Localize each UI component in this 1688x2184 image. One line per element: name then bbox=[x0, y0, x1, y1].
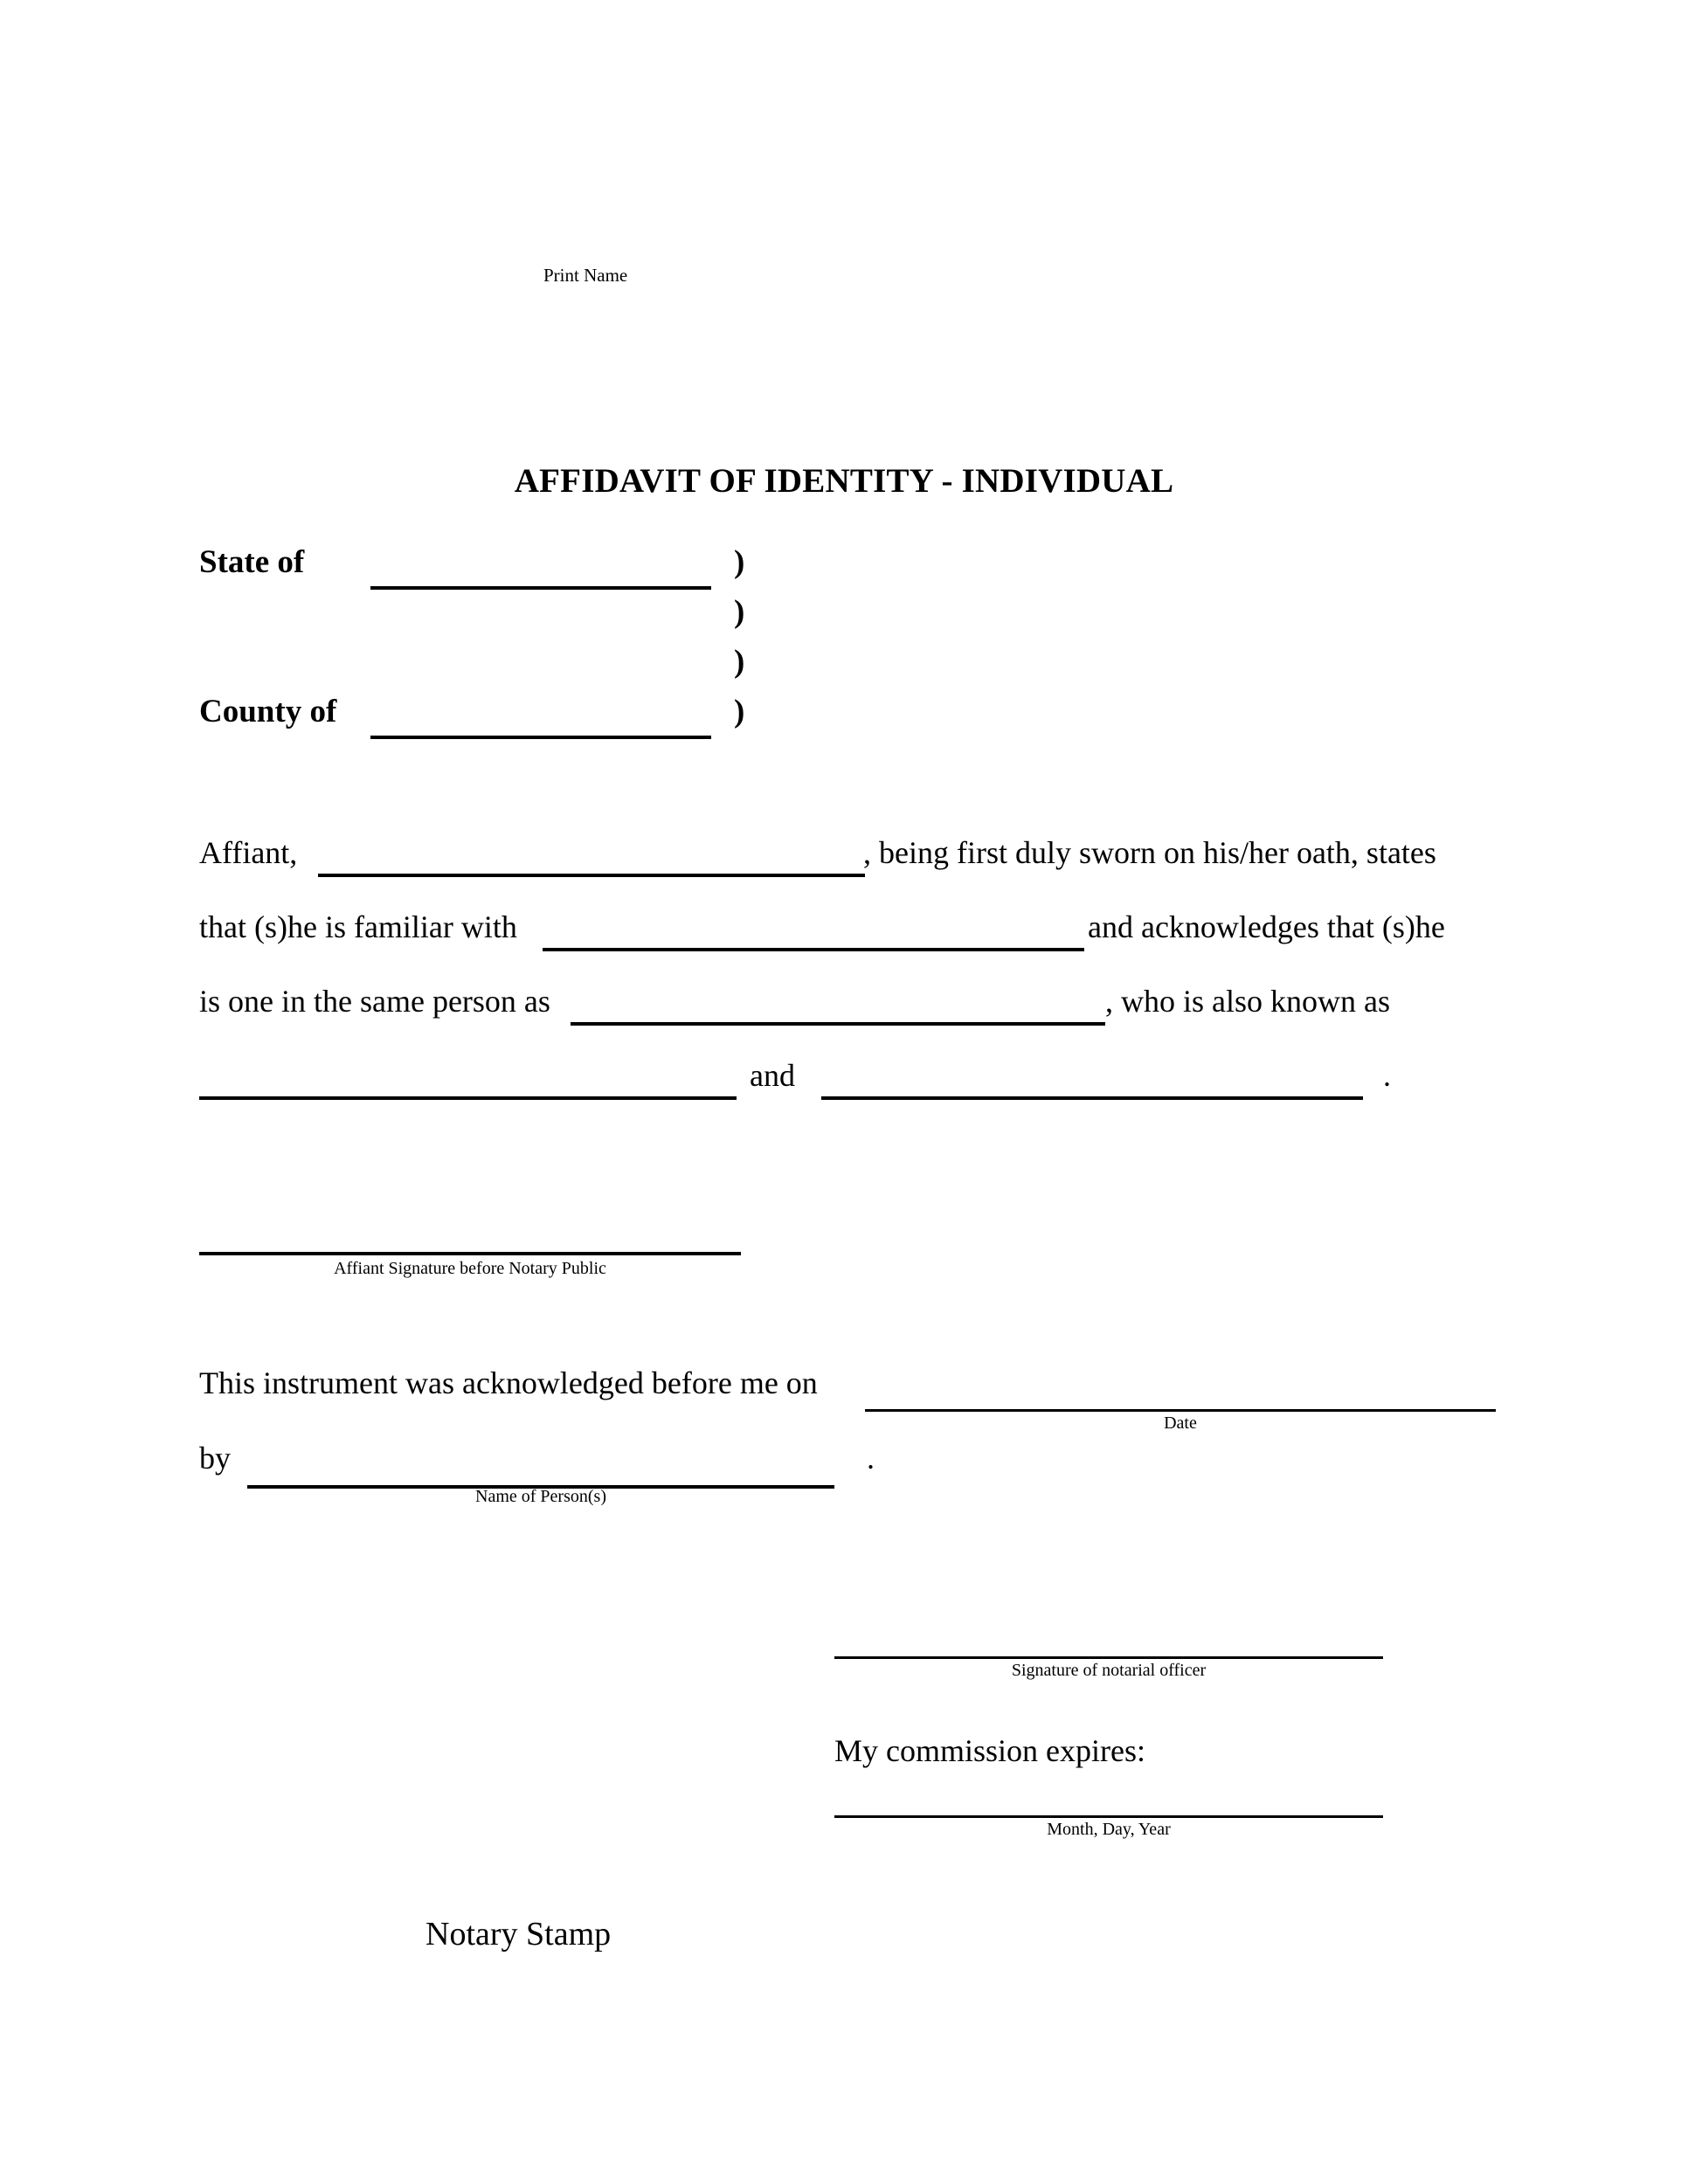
acknowledgment-by-label: by bbox=[199, 1441, 231, 1476]
body-line-1-prefix: Affiant, bbox=[199, 835, 298, 870]
venue-paren-3: ) bbox=[734, 644, 745, 680]
state-of-label: State of bbox=[199, 544, 305, 580]
body-line-2-prefix: that (s)he is familiar with bbox=[199, 909, 517, 944]
aka-blank-2[interactable] bbox=[821, 1096, 1363, 1100]
commission-expires-label: My commission expires: bbox=[834, 1733, 1145, 1768]
notary-stamp-label: Notary Stamp bbox=[425, 1916, 612, 1952]
county-of-blank[interactable] bbox=[370, 736, 711, 739]
acknowledgment-date-blank[interactable] bbox=[865, 1409, 1496, 1412]
body-line-2-suffix: and acknowledges that (s)he bbox=[1088, 909, 1445, 944]
body-line-3-suffix: , who is also known as bbox=[1105, 984, 1390, 1019]
county-of-label: County of bbox=[199, 694, 337, 729]
body-line-4-period: . bbox=[1383, 1058, 1391, 1093]
page-title: AFFIDAVIT OF IDENTITY - INDIVIDUAL bbox=[514, 462, 1174, 500]
notarial-signature-blank[interactable] bbox=[834, 1656, 1383, 1659]
affiant-signature-blank[interactable] bbox=[199, 1252, 741, 1255]
affiant-name-blank[interactable] bbox=[318, 874, 865, 877]
body-line-4-and: and bbox=[750, 1058, 795, 1093]
affiant-signature-caption: Affiant Signature before Notary Public bbox=[334, 1259, 606, 1278]
acknowledgment-by-period: . bbox=[867, 1441, 875, 1476]
venue-paren-2: ) bbox=[734, 594, 745, 630]
aka-blank-1[interactable] bbox=[199, 1096, 737, 1100]
notarial-signature-caption: Signature of notarial officer bbox=[1011, 1661, 1207, 1680]
commission-expires-blank[interactable] bbox=[834, 1815, 1383, 1818]
date-caption: Date bbox=[1164, 1413, 1197, 1433]
venue-paren-1: ) bbox=[734, 544, 745, 580]
body-line-3-prefix: is one in the same person as bbox=[199, 984, 550, 1019]
name-of-persons-caption: Name of Person(s) bbox=[475, 1487, 606, 1506]
body-line-1-suffix: , being first duly sworn on his/her oath, states bbox=[863, 835, 1436, 870]
print-name-caption: Print Name bbox=[543, 265, 628, 286]
venue-paren-4: ) bbox=[734, 694, 745, 729]
commission-expires-caption: Month, Day, Year bbox=[1047, 1820, 1171, 1839]
same-person-as-blank[interactable] bbox=[571, 1022, 1105, 1026]
acknowledgment-intro: This instrument was acknowledged before me on bbox=[199, 1365, 818, 1400]
familiar-with-blank[interactable] bbox=[543, 948, 1084, 951]
state-of-blank[interactable] bbox=[370, 586, 711, 590]
